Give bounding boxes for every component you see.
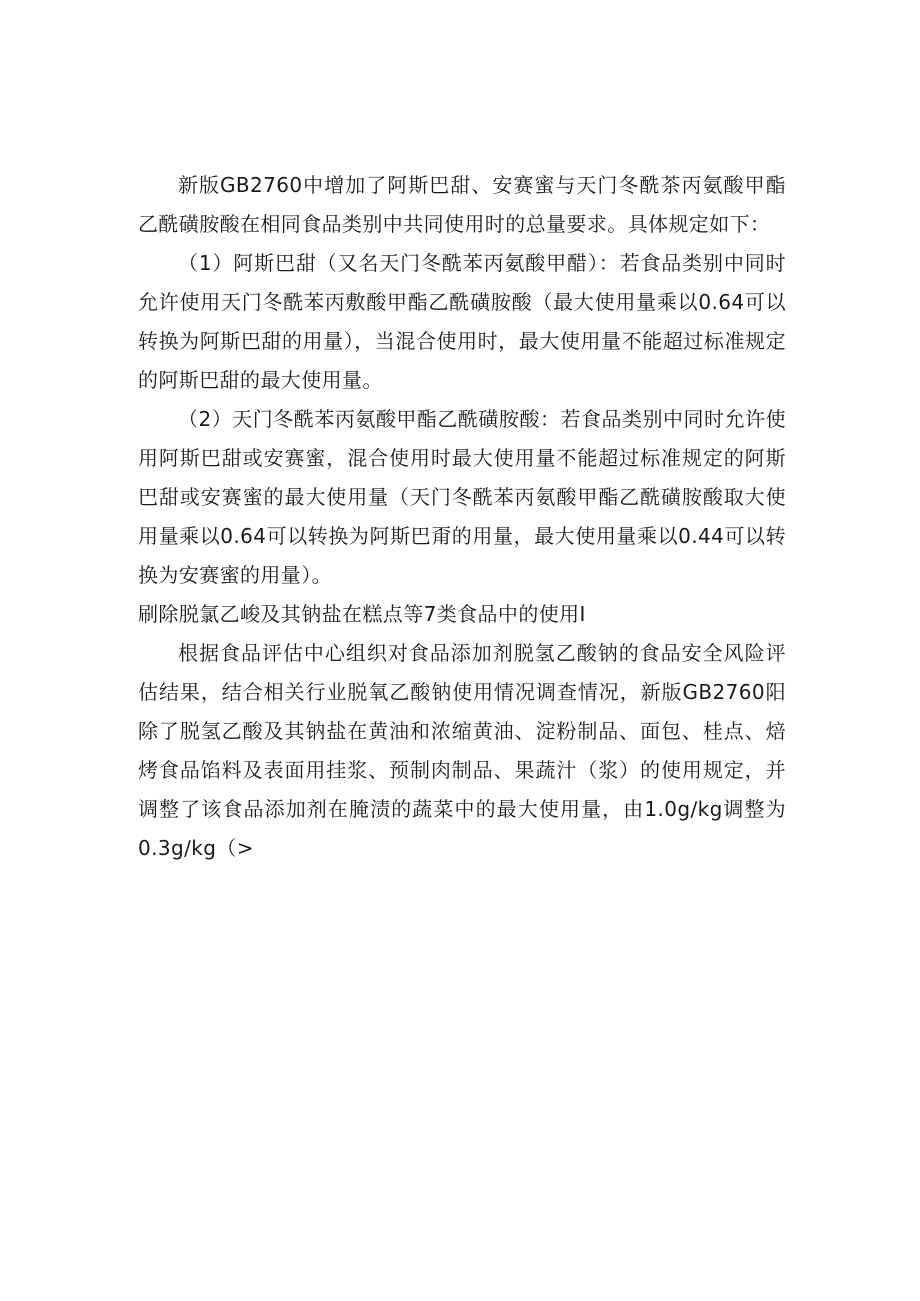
intro-paragraph: 新版GB2760中增加了阿斯巴甜、安赛蜜与天门冬酰茶丙氨酸甲酯乙酰磺胺酸在相同食品类别中共同使用时的总量要求。具体规定如下： — [138, 173, 786, 236]
document-body — [138, 166, 786, 868]
removal-body-paragraph: 根据食品评估中心组织对食品添加剂脱氢乙酸钠的食品安全风险评估结果，结合相关行业脱氧乙酸钠使用情况调查情况，新版GB2760阳除了脱氢乙酸及其钠盐在黄油和浓缩黄油、淀粉制品、面包、桂点、焙烤食品馅料及表面用挂浆、预制肉制品、果蔬汁（浆）的使用规定，并调整了该食品添加剂在腌渍的蔬菜中的最大使用量，由1.0g∕kg调整为0.3g∕kg（> — [138, 641, 786, 860]
rule-1-paragraph: （1）阿斯巴甜（又名天门冬酰苯丙氨酸甲醋）：若食品类别中同时允许使用天门冬酰苯丙敷酸甲酯乙酰磺胺酸（最大使用量乘以0.64可以转换为阿斯巴甜的用量），当混合使用时，最大使用量不能超过标准规定的阿斯巴甜的最大使用量。 — [138, 251, 786, 392]
section-heading: 刷除脱氯乙峻及其钠盐在糕点等7类食品中的使用I — [138, 602, 586, 626]
rule-2-paragraph: （2）天门冬酰苯丙氨酸甲酯乙酰磺胺酸：若食品类别中同时允许使用阿斯巴甜或安赛蜜，混合使用时最大使用量不能超过标准规定的阿斯巴甜或安赛蜜的最大使用量（天门冬酰苯丙氨酸甲酯乙酰磺胺酸取大使用量乘以0.64可以转换为阿斯巴甭的用量，最大使用量乘以0.44可以转换为安赛蜜的用量）。 — [138, 407, 786, 587]
